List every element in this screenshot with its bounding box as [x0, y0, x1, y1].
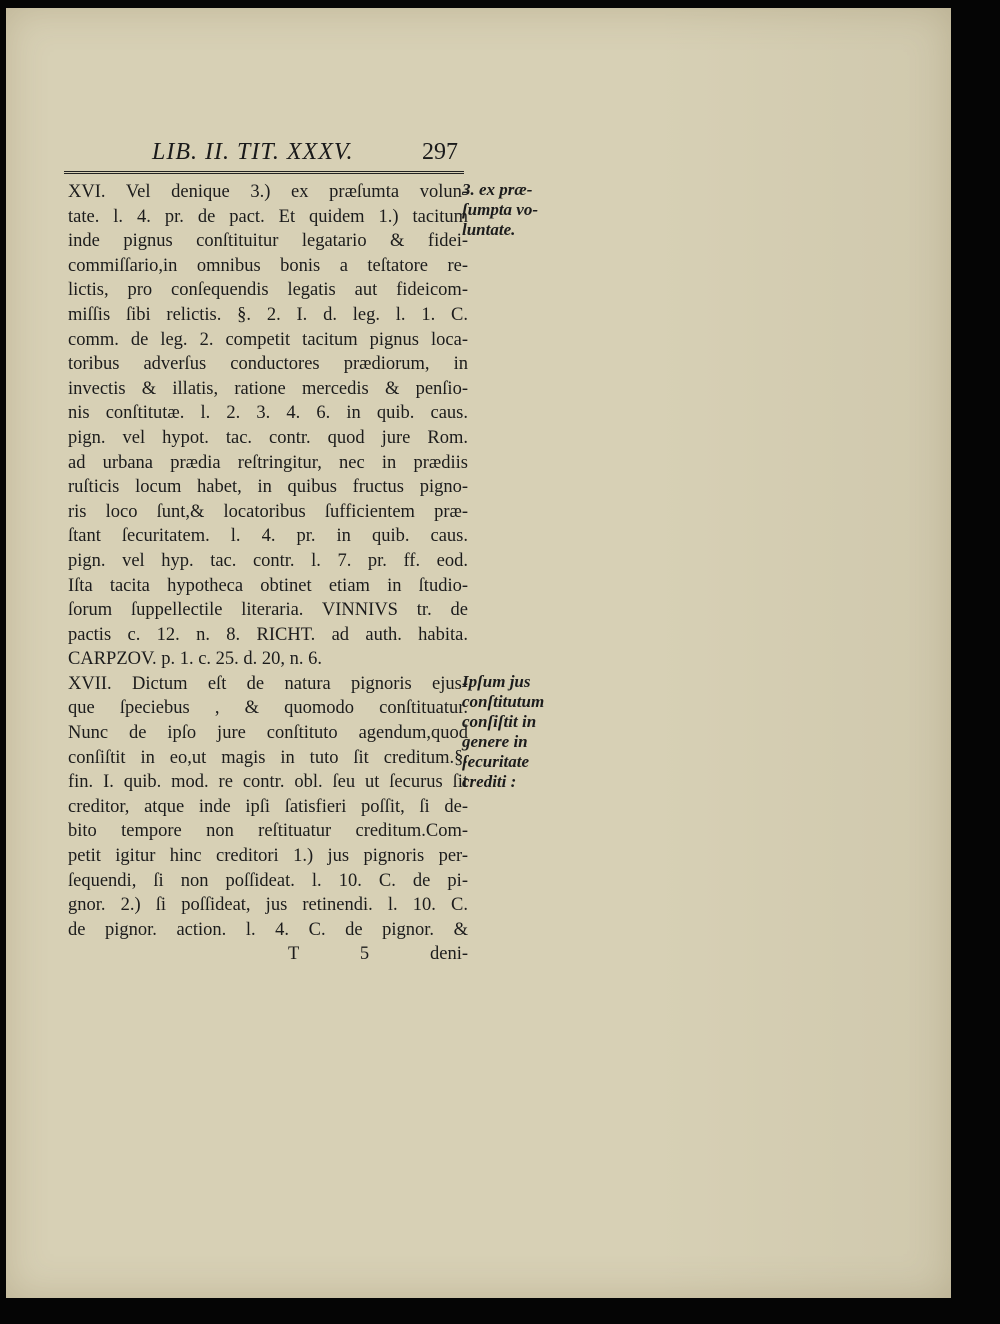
running-head: LIB. II. TIT. XXXV. — [152, 139, 354, 165]
margin-note-line: genere in — [462, 732, 528, 751]
text-line: commiſſario,in omnibus bonis a teſtatore re- — [68, 255, 468, 276]
text-line: petit igitur hinc creditori 1.) jus pignoris per- — [68, 846, 468, 867]
text-line: miſſis ſibi relictis. §. 2. I. d. leg. l. 1. C. — [68, 304, 468, 325]
text-line: pign. vel hypot. tac. contr. quod jure Rom. — [68, 427, 468, 448]
text-line: ſequendi, ſi non poſſideat. l. 10. C. de pi- — [68, 870, 468, 891]
text-line: pactis c. 12. n. 8. RICHT. ad auth. habita. — [68, 624, 468, 645]
page-header — [146, 136, 464, 170]
text-line: nis conſtitutæ. l. 2. 3. 4. 6. in quib. caus. — [68, 403, 468, 424]
book-page — [6, 8, 951, 1298]
text-line: tate. l. 4. pr. de pact. Et quidem 1.) tacitum — [68, 206, 468, 227]
margin-note-line: conſtitutum — [462, 692, 545, 711]
text-line: de pignor. action. l. 4. C. de pignor. & — [68, 919, 468, 940]
text-line: ris loco ſunt,& locatoribus ſufficientem præ- — [68, 501, 468, 522]
text-line: XVII. Dictum eſt de natura pignoris ejus- — [68, 673, 468, 694]
text-line: inde pignus conſtituitur legatario & fidei- — [68, 231, 468, 252]
margin-note-line: ſumpta vo- — [462, 200, 539, 219]
main-text — [68, 180, 468, 967]
margin-note-1 — [462, 180, 574, 240]
text-line: lictis, pro conſequendis legatis aut fideicom- — [68, 280, 468, 301]
text-line: ſorum ſuppellectile literaria. VINNIVS tr. de — [68, 600, 468, 621]
catchword: deni- — [430, 944, 469, 965]
text-line: pign. vel hyp. tac. contr. l. 7. pr. ff. eod. — [68, 550, 468, 571]
header-rule — [64, 171, 464, 174]
text-line: CARPZOV. p. 1. c. 25. d. 20, n. 6. — [68, 649, 323, 670]
margin-note-2 — [462, 672, 574, 792]
page-number: 297 — [422, 139, 458, 165]
text-line: ruſticis locum habet, in quibus fructus pigno- — [68, 477, 468, 498]
margin-note-line: ſecuritate — [462, 752, 530, 771]
text-line: Nunc de ipſo jure conſtituto agendum,quod — [68, 723, 468, 744]
text-line: invectis & illatis, ratione mercedis & penſio- — [68, 378, 468, 399]
text-line: toribus adverſus conductores prædiorum, in — [68, 354, 468, 375]
text-line: comm. de leg. 2. competit tacitum pignus loca- — [68, 329, 468, 350]
text-line: fin. I. quib. mod. re contr. obl. ſeu ut ſecurus ſit — [68, 772, 468, 793]
margin-note-line: conſiſtit in — [462, 712, 537, 731]
margin-note-line: crediti : — [462, 772, 517, 791]
margin-note-line: 3. ex præ- — [462, 180, 533, 199]
text-line: ſtant ſecuritatem. l. 4. pr. in quib. caus. — [68, 526, 468, 547]
text-line: gnor. 2.) ſi poſſideat, jus retinendi. l. 10. C. — [68, 895, 468, 916]
signature-mark: T 5 — [288, 944, 370, 965]
text-line: ad urbana prædia reſtringitur, nec in prædiis — [68, 452, 468, 473]
text-line: XVI. Vel denique 3.) ex præſumta volun- — [68, 182, 468, 202]
text-line: bito tempore non reſtituatur creditum.Com- — [68, 821, 468, 842]
text-line: que ſpeciebus , & quomodo conſtituatur. — [68, 698, 468, 719]
text-line: conſiſtit in eo,ut magis in tuto ſit creditum.§. — [68, 747, 468, 768]
signature-line — [68, 942, 468, 967]
margin-note-line: Ipſum jus — [462, 672, 531, 691]
text-line: creditor, atque inde ipſi ſatisfieri poſſit, ſi de- — [68, 796, 468, 817]
text-line: Iſta tacita hypotheca obtinet etiam in ſtudio- — [68, 575, 468, 596]
margin-note-line: luntate. — [462, 220, 516, 239]
